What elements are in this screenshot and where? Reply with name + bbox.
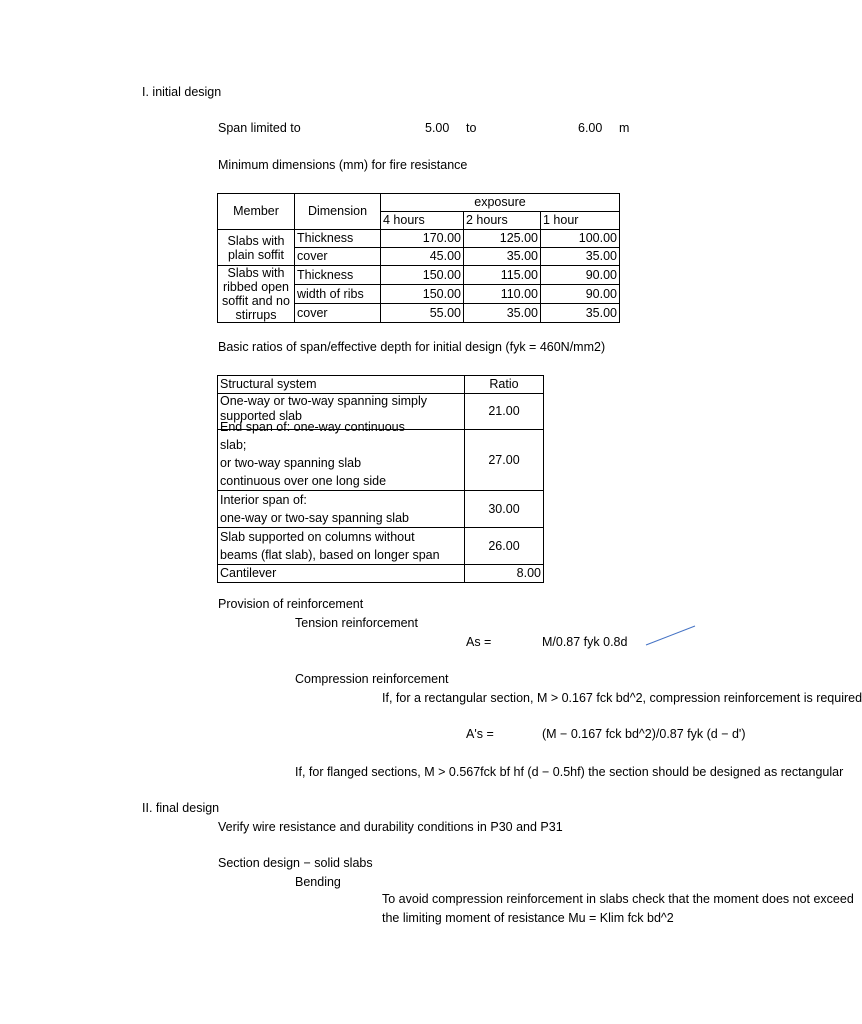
dimension-cell: Thickness (295, 230, 381, 248)
value-cell: 110.00 (464, 285, 541, 304)
system-cell (218, 528, 465, 565)
tension-label: Tension reinforcement (295, 616, 418, 630)
as-formula: M/0.87 fyk 0.8d (542, 635, 628, 649)
table-row (218, 528, 544, 565)
system-line: continuous over one long side (220, 474, 387, 488)
ratio-title: Basic ratios of span/effective depth for initial design (fyk = 460N/mm2) (218, 340, 606, 354)
value-cell: 170.00 (381, 230, 464, 248)
avoid-compression-line-2: the limiting moment of resistance Mu = Klim fck bd^2 (382, 911, 674, 925)
ratio-cell: 21.00 (465, 394, 544, 430)
dimension-cell: cover (295, 248, 381, 266)
accent-line (644, 624, 696, 648)
section-2-heading: II. final design (142, 801, 220, 815)
value-cell: 35.00 (541, 248, 620, 266)
bending-label: Bending (295, 875, 341, 889)
system-cell: Cantilever (218, 565, 465, 583)
value-cell: 35.00 (464, 248, 541, 266)
value-cell: 125.00 (464, 230, 541, 248)
system-line: supported slab (220, 409, 303, 423)
span-to-label: to (466, 121, 477, 135)
header-1-hour: 1 hour (541, 212, 620, 230)
value-cell: 100.00 (541, 230, 620, 248)
system-line: beams (flat slab), based on longer span (220, 548, 440, 562)
flanged-condition: If, for flanged sections, M > 0.567fck bf hf (d − 0.5hf) the section should be designed as rectangular (295, 765, 844, 779)
value-cell: 90.00 (541, 285, 620, 304)
dimension-cell: Thickness (295, 266, 381, 285)
table-row (218, 430, 544, 491)
fire-resistance-title: Minimum dimensions (mm) for fire resistance (218, 158, 468, 172)
span-label: Span limited to (218, 121, 301, 135)
table-row (218, 230, 620, 248)
fire-resistance-table (217, 193, 620, 323)
header-exposure: exposure (381, 194, 620, 212)
section-1-heading: I. initial design (142, 85, 222, 99)
header-2-hours: 2 hours (464, 212, 541, 230)
header-member: Member (218, 194, 295, 230)
value-cell: 150.00 (381, 266, 464, 285)
dimension-cell: cover (295, 304, 381, 323)
ratio-cell: 8.00 (465, 565, 544, 583)
header-4-hours: 4 hours (381, 212, 464, 230)
system-cell (218, 491, 465, 528)
value-cell: 55.00 (381, 304, 464, 323)
value-cell: 45.00 (381, 248, 464, 266)
section-design-title: Section design − solid slabs (218, 856, 373, 870)
as-prime-formula: (M − 0.167 fck bd^2)/0.87 fyk (d − d') (542, 727, 746, 741)
value-cell: 90.00 (541, 266, 620, 285)
member-plain-soffit: Slabs with plain soffit (218, 230, 295, 266)
member-ribbed-soffit: Slabs with ribbed open soffit and no stirrups (218, 266, 295, 323)
span-max-value: 6.00 (578, 121, 603, 135)
span-min-value: 5.00 (425, 121, 450, 135)
ratio-cell: 27.00 (465, 430, 544, 491)
table-row (218, 491, 544, 528)
verify-text: Verify wire resistance and durability conditions in P30 and P31 (218, 820, 563, 834)
table-row (218, 565, 544, 583)
system-line: slab; (220, 438, 247, 452)
avoid-compression-line-1: To avoid compression reinforcement in slabs check that the moment does not exceed (382, 892, 854, 906)
reinforcement-title: Provision of reinforcement (218, 597, 364, 611)
as-label: As = (466, 635, 492, 649)
value-cell: 150.00 (381, 285, 464, 304)
header-ratio: Ratio (465, 376, 544, 394)
system-cell (218, 420, 465, 491)
value-cell: 35.00 (541, 304, 620, 323)
system-line: or two-way spanning slab (220, 456, 362, 470)
compression-label: Compression reinforcement (295, 672, 449, 686)
table-row (218, 266, 620, 285)
compression-condition: If, for a rectangular section, M > 0.167 fck bd^2, compression reinforcement is required (382, 691, 862, 705)
header-structural-system: Structural system (218, 376, 465, 394)
span-unit: m (619, 121, 630, 135)
as-prime-label: A's = (466, 727, 494, 741)
ratio-cell: 30.00 (465, 491, 544, 528)
system-line: one-way or two-say spanning slab (220, 511, 409, 525)
dimension-cell: width of ribs (295, 285, 381, 304)
value-cell: 115.00 (464, 266, 541, 285)
system-line: End span of: one-way continuous (220, 420, 405, 434)
header-dimension: Dimension (295, 194, 381, 230)
system-line: Slab supported on columns without (220, 530, 415, 544)
value-cell: 35.00 (464, 304, 541, 323)
system-line: Interior span of: (220, 493, 307, 507)
system-line: One-way or two-way spanning simply (220, 394, 428, 408)
span-depth-ratio-table (217, 375, 544, 583)
ratio-cell: 26.00 (465, 528, 544, 565)
